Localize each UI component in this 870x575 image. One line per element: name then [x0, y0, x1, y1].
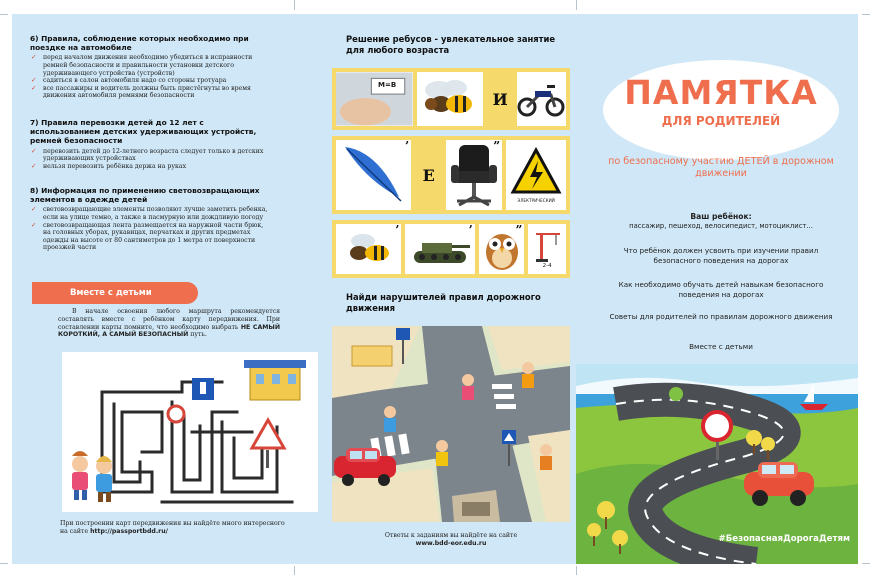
crop-mark	[576, 0, 577, 10]
hand-card-icon	[336, 72, 413, 126]
page-subtitle-parents: ДЛЯ РОДИТЕЛЕЙ	[661, 114, 781, 128]
section-title: 6) Правила, соблюдение которых необходимо при поездке на автомобиле	[30, 34, 249, 53]
bdd-eor-link[interactable]: www.bdd-eor.edu.ru	[415, 539, 487, 547]
together-ribbon: Вместе с детьми	[32, 282, 198, 304]
crop-mark	[0, 563, 8, 564]
brochure-subtitle: по безопасному участию ДЕТЕЙ в дорожном движении	[608, 156, 834, 179]
tank-icon	[408, 229, 472, 269]
passportbdd-link[interactable]: http://passportbdd.ru/	[90, 527, 168, 535]
list-item: ✓ садиться в салон автомобиля надо со стороны тротуара	[30, 77, 270, 85]
wasp-icon	[339, 227, 399, 271]
rebus-row-1	[332, 68, 570, 130]
toc-item-teach: Как необходимо обучать детей навыкам безопасного поведения на дорогах	[618, 280, 824, 299]
rebus-letter: Е	[422, 165, 435, 185]
crop-mark	[294, 0, 295, 10]
list-item: ✓ нельзя перевозить ребёнка держа на руках	[30, 163, 270, 171]
violators-title: Найди нарушителей правил дорожного движения	[346, 292, 541, 313]
list-item: ✓ перед началом движения необходимо убедиться в исправности ремней безопасности и правильности установки детского удерживающего устройства (устройств)	[30, 54, 270, 77]
emphasis-text: НЕ САМЫЙ КОРОТКИЙ, А САМЫЙ БЕЗОПАСНЫЙ	[58, 323, 281, 339]
page-title: ПАМЯТКА	[624, 73, 818, 112]
rebus-title: Решение ребусов - увлекательное занятие для любого возраста	[346, 34, 556, 55]
rebus-owl-cell: ”	[479, 224, 525, 274]
list-item: ✓ все пассажиры и водитель должны быть пристёгнуты во время движения автомобиля ремнями безопасности	[30, 85, 270, 100]
list-item: ✓ перевозить детей до 12-летнего возраста следует только в детских удерживающих устройствах	[30, 148, 270, 163]
section-title: 8) Информация по применению световозвращающих элементов в одежде детей	[30, 186, 260, 205]
crop-mark	[294, 566, 295, 575]
rebus-row-3	[332, 220, 570, 278]
crop-mark	[862, 563, 870, 564]
rebus-card-label: М=В	[378, 81, 397, 89]
crossroad-icon	[332, 326, 570, 522]
list-item: ✓ световозвращающая лента размещается на наружной части брюк, на головных уборах, рукавицах, перчатках и других предметах одежды на высоте от 80 сантиметров до 1 метра от поверхности проезжей части	[30, 222, 270, 252]
section-title: 7) Правила перевозки детей до 12 лет с использованием детских удерживающих устройств, ремней безопасности	[30, 118, 257, 146]
crop-mark	[0, 14, 8, 15]
toc-item-learn: Что ребёнок должен усвоить при изучении правил безопасного поведения на дорогах	[623, 246, 819, 265]
crane-icon	[532, 229, 562, 263]
rebus-chair-cell: ”	[446, 140, 502, 210]
toc-item-advice: Советы для родителей по правилам дорожного движения	[609, 312, 833, 321]
section-car-rules	[30, 34, 270, 100]
rebus-wasp2-cell: ’	[336, 224, 401, 274]
crane-label: 2-4	[542, 263, 552, 269]
hashtag: #БезопаснаяДорогаДетям	[718, 534, 850, 544]
street-scene-illustration	[332, 326, 570, 522]
maze-icon	[62, 352, 318, 512]
rebus-letter-cell	[487, 72, 513, 126]
section-reflectors	[30, 186, 270, 252]
crop-mark	[576, 566, 577, 575]
feather-icon	[337, 141, 411, 209]
route-intro: В начале освоения любого маршрута рекомендуется составлять вместе с ребёнком карту передвижения. При составлении карты помните, что необходимо выбрать НЕ САМЫЙ КОРОТКИЙ, А САМЫЙ БЕЗОПАСНЫЙ путь.	[58, 308, 281, 339]
section-child-seats	[30, 118, 270, 170]
rebus-moto-cell	[517, 72, 566, 126]
high-voltage-sign-icon	[510, 147, 562, 195]
toc-item-together: Вместе с детьми	[689, 342, 753, 351]
rebus-row-2	[332, 136, 570, 214]
rebus-card-cell	[336, 72, 413, 126]
rebus-letter: И	[492, 89, 508, 109]
wasp-icon	[419, 74, 481, 124]
passportbdd-footnote: При построении карт передвижения вы найдёте много интересного на сайте http://passportbdd.ru/	[60, 520, 285, 535]
rebus-crane-cell	[528, 224, 566, 274]
rebus-wasp-cell	[417, 72, 484, 126]
crop-mark	[862, 14, 870, 15]
sign-caption: ЭЛЕКТРИЧЕСКИЙ	[517, 198, 555, 203]
toc-item-child: Ваш ребёнок: пассажир, пешеход, велосипедист, мотоциклист...	[629, 212, 813, 230]
rebus-letter-cell	[415, 140, 442, 210]
rebus-feather-cell: ’	[336, 140, 411, 210]
answers-note: Ответы к заданиям вы найдёте на сайте www.bdd-eor.edu.ru	[384, 532, 518, 547]
motorcycle-icon	[517, 79, 565, 119]
rebus-voltage-cell	[506, 140, 566, 210]
list-item: ✓ световозвращающие элементы позволяют лучше заметить ребенка, если на улице темно, а также в пасмурную или дождливую погоду	[30, 206, 270, 221]
route-maze-illustration	[62, 352, 318, 512]
rebus-tank-cell: ’	[405, 224, 474, 274]
